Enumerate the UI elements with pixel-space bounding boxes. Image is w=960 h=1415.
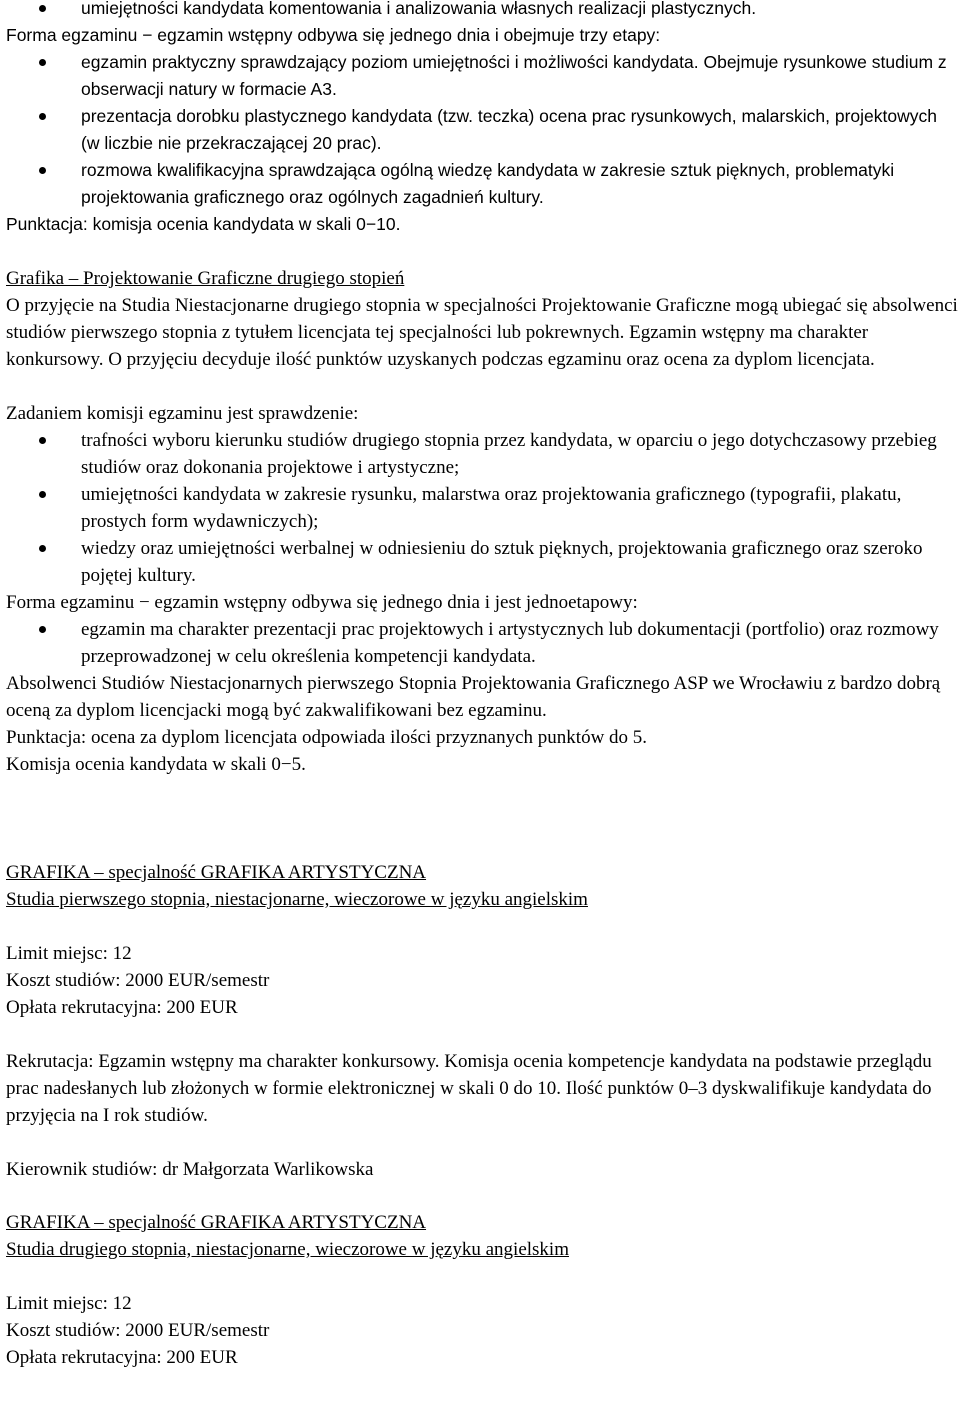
- list-item: [6, 103, 960, 157]
- list-item-text: umiejętności kandydata w zakresie rysunku, malarstwa oraz projektowania graficznego (typografii, plakatu, prostych form wydawniczych);: [81, 484, 902, 532]
- list-item-text: umiejętności kandydata komentowania i analizowania własnych realizacji plastycznych.: [81, 0, 757, 18]
- forma-list: [6, 616, 960, 670]
- komisja-text: Komisja ocenia kandydata w skali 0−5.: [6, 754, 306, 775]
- limit-first: Limit miejsc: 12: [6, 943, 132, 964]
- section-subtitle-first: Studia pierwszego stopnia, niestacjonarne, wieczorowe w języku angielskim: [6, 889, 588, 910]
- pg-intro: O przyjęcie na Studia Niestacjonarne drugiego stopnia w specjalności Projektowanie Graficzne mogą ubiegać się absolwenci studiów pierwszego stopnia z tytułem licencjata tej specjalności lub pokrewnych. Egzamin wstępny ma charakter konkursowy. O przyjęciu decyduje ilość punktów uzyskanych podczas egzaminu oraz ocena za dyplom licencjata.: [6, 295, 958, 370]
- punktacja-2: Punktacja: ocena za dyplom licencjata odpowiada ilości przyznanych punktów do 5.: [6, 727, 648, 748]
- document-page: [6, 0, 960, 1371]
- list-item-text: rozmowa kwalifikacyjna sprawdzająca ogólną wiedzę kandydata w zakresie sztuk pięknych, problematyki projektowania graficznego oraz ogólnych zagadnień kultury.: [81, 160, 895, 207]
- zadania-list: [6, 427, 960, 589]
- bullet-icon: [39, 437, 46, 444]
- list-item: [6, 157, 960, 211]
- bullet-icon: [39, 491, 46, 498]
- oplata-first: Opłata rekrutacyjna: 200 EUR: [6, 997, 238, 1018]
- koszt-second: Koszt studiów: 2000 EUR/semestr: [6, 1320, 270, 1341]
- section-title-first: GRAFIKA – specjalność GRAFIKA ARTYSTYCZNA: [6, 862, 427, 883]
- etapy-list: [6, 49, 960, 211]
- absolwenci-text: Absolwenci Studiów Niestacjonarnych pierwszego Stopnia Projektowania Graficznego ASP we Wrocławiu z bardzo dobrą oceną za dyplom licencjacki mogą być zakwalifikowani bez egzaminu.: [6, 673, 941, 721]
- list-item: [6, 427, 960, 481]
- list-item-text: egzamin ma charakter prezentacji prac projektowych i artystycznych lub dokumentacji (portfolio) oraz rozmowy przeprowadzonej w celu określenia kompetencji kandydata.: [81, 619, 939, 667]
- oplata-second: Opłata rekrutacyjna: 200 EUR: [6, 1347, 238, 1368]
- bullet-icon: [39, 59, 46, 66]
- kierownik-text: Kierownik studiów: dr Małgorzata Warlikowska: [6, 1159, 374, 1180]
- bullet-icon: [39, 167, 46, 174]
- bullet-icon: [39, 545, 46, 552]
- list-item: [6, 49, 960, 103]
- list-item: [6, 0, 960, 22]
- intro-list: [6, 0, 960, 22]
- section-subtitle-second: Studia drugiego stopnia, niestacjonarne, wieczorowe w języku angielskim: [6, 1239, 569, 1260]
- limit-second: Limit miejsc: 12: [6, 1293, 132, 1314]
- forma-pg: Forma egzaminu − egzamin wstępny odbywa się jednego dnia i jest jednoetapowy:: [6, 592, 638, 613]
- list-item-text: trafności wyboru kierunku studiów drugiego stopnia przez kandydata, w oparciu o jego dotychczasowy przebieg studiów oraz dokonania projektowe i artystyczne;: [81, 430, 937, 478]
- list-item-text: wiedzy oraz umiejętności werbalnej w odniesieniu do sztuk pięknych, projektowania graficznego oraz szeroko pojętej kultury.: [81, 538, 923, 586]
- rekrutacja-text: Rekrutacja: Egzamin wstępny ma charakter konkursowy. Komisja ocenia kompetencje kandydata na podstawie przeglądu prac nadesłanych lub złożonych w formie elektronicznej w skali 0 do 10. Ilość punktów 0–3 dyskwalifikuje kandydata do przyjęcia na I rok studiów.: [6, 1051, 932, 1126]
- koszt-first: Koszt studiów: 2000 EUR/semestr: [6, 970, 270, 991]
- list-item-text: egzamin praktyczny sprawdzający poziom umiejętności i możliwości kandydata. Obejmuje rysunkowe studium z obserwacji natury w formacie A3.: [81, 52, 947, 99]
- section-title-second: GRAFIKA – specjalność GRAFIKA ARTYSTYCZNA: [6, 1212, 427, 1233]
- bullet-icon: [39, 113, 46, 120]
- list-item: [6, 535, 960, 589]
- bullet-icon: [39, 626, 46, 633]
- forma-label: Forma egzaminu − egzamin wstępny odbywa się jednego dnia i obejmuje trzy etapy:: [6, 25, 661, 45]
- list-item: [6, 616, 960, 670]
- punktacja-1: Punktacja: komisja ocenia kandydata w skali 0−10.: [6, 214, 401, 234]
- bullet-icon: [39, 5, 46, 12]
- list-item-text: prezentacja dorobku plastycznego kandydata (tzw. teczka) ocena prac rysunkowych, malarskich, projektowych (w liczbie nie przekraczającej 20 prac).: [81, 106, 937, 153]
- list-item: [6, 481, 960, 535]
- section-heading-pg: Grafika – Projektowanie Graficzne drugiego stopień: [6, 268, 405, 289]
- zadaniem-label: Zadaniem komisji egzaminu jest sprawdzenie:: [6, 403, 359, 424]
